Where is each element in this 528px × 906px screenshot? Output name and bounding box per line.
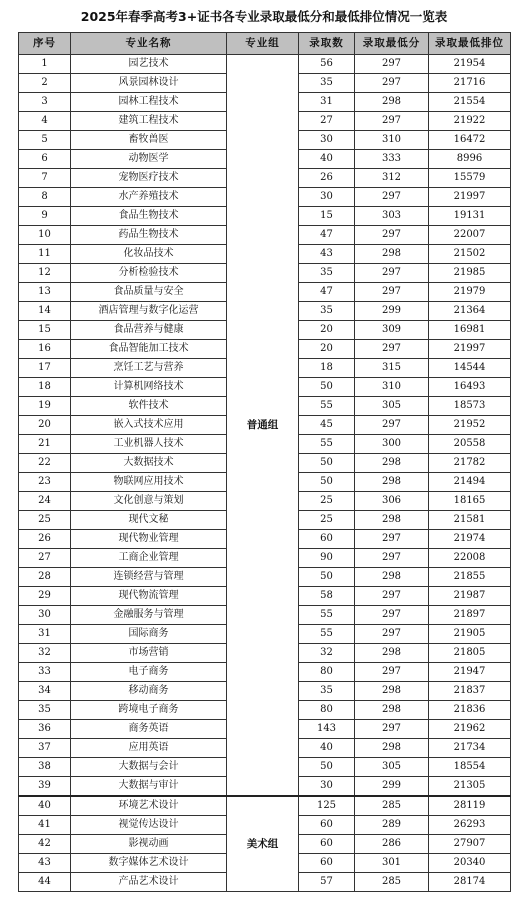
admitted-count: 50	[299, 454, 355, 473]
min-score: 306	[355, 492, 429, 511]
min-rank: 21494	[429, 473, 511, 492]
min-score: 298	[355, 245, 429, 264]
major-name: 物联网应用技术	[71, 473, 227, 492]
admitted-count: 27	[299, 112, 355, 131]
major-name: 计算机网络技术	[71, 378, 227, 397]
major-name: 视觉传达设计	[71, 816, 227, 835]
major-name: 大数据与审计	[71, 777, 227, 797]
min-score: 297	[355, 74, 429, 93]
major-name: 烹饪工艺与营养	[71, 359, 227, 378]
min-rank: 8996	[429, 150, 511, 169]
major-name: 园林工程技术	[71, 93, 227, 112]
min-score: 298	[355, 701, 429, 720]
min-score: 333	[355, 150, 429, 169]
min-rank: 16493	[429, 378, 511, 397]
admitted-count: 43	[299, 245, 355, 264]
major-name: 跨境电子商务	[71, 701, 227, 720]
row-index: 23	[19, 473, 71, 492]
admitted-count: 35	[299, 302, 355, 321]
row-index: 44	[19, 873, 71, 892]
admitted-count: 80	[299, 663, 355, 682]
min-rank: 21364	[429, 302, 511, 321]
min-score: 298	[355, 644, 429, 663]
major-name: 影视动画	[71, 835, 227, 854]
major-name: 应用英语	[71, 739, 227, 758]
min-rank: 18573	[429, 397, 511, 416]
row-index: 7	[19, 169, 71, 188]
min-score: 297	[355, 188, 429, 207]
row-index: 31	[19, 625, 71, 644]
major-name: 酒店管理与数字化运营	[71, 302, 227, 321]
row-index: 9	[19, 207, 71, 226]
min-rank: 15579	[429, 169, 511, 188]
min-rank: 21987	[429, 587, 511, 606]
row-index: 28	[19, 568, 71, 587]
major-name: 食品营养与健康	[71, 321, 227, 340]
major-name: 电子商务	[71, 663, 227, 682]
header-major-group: 专业组	[227, 33, 299, 55]
admitted-count: 35	[299, 682, 355, 701]
table-row	[19, 55, 511, 74]
major-name: 文化创意与策划	[71, 492, 227, 511]
major-name: 数字媒体艺术设计	[71, 854, 227, 873]
major-name: 市场营销	[71, 644, 227, 663]
min-rank: 21962	[429, 720, 511, 739]
min-rank: 21952	[429, 416, 511, 435]
row-index: 33	[19, 663, 71, 682]
admitted-count: 35	[299, 264, 355, 283]
admitted-count: 30	[299, 131, 355, 150]
admitted-count: 35	[299, 74, 355, 93]
admitted-count: 80	[299, 701, 355, 720]
min-rank: 22008	[429, 549, 511, 568]
min-score: 297	[355, 340, 429, 359]
admitted-count: 50	[299, 568, 355, 587]
min-rank: 28119	[429, 796, 511, 816]
min-rank: 21782	[429, 454, 511, 473]
min-rank: 21897	[429, 606, 511, 625]
major-name: 连锁经营与管理	[71, 568, 227, 587]
admitted-count: 15	[299, 207, 355, 226]
admitted-count: 60	[299, 835, 355, 854]
min-rank: 21997	[429, 340, 511, 359]
min-score: 285	[355, 873, 429, 892]
min-score: 297	[355, 587, 429, 606]
min-score: 286	[355, 835, 429, 854]
min-score: 297	[355, 283, 429, 302]
admitted-count: 47	[299, 226, 355, 245]
row-index: 10	[19, 226, 71, 245]
min-score: 298	[355, 454, 429, 473]
major-name: 工商企业管理	[71, 549, 227, 568]
row-index: 29	[19, 587, 71, 606]
min-score: 298	[355, 682, 429, 701]
min-rank: 21985	[429, 264, 511, 283]
min-rank: 21836	[429, 701, 511, 720]
admitted-count: 60	[299, 530, 355, 549]
row-index: 39	[19, 777, 71, 797]
admitted-count: 56	[299, 55, 355, 74]
header-admitted-count: 录取数	[299, 33, 355, 55]
major-name: 金融服务与管理	[71, 606, 227, 625]
min-score: 310	[355, 131, 429, 150]
min-score: 297	[355, 55, 429, 74]
major-name: 环境艺术设计	[71, 796, 227, 816]
min-score: 297	[355, 112, 429, 131]
min-score: 298	[355, 568, 429, 587]
major-name: 现代文秘	[71, 511, 227, 530]
min-score: 297	[355, 663, 429, 682]
min-score: 297	[355, 625, 429, 644]
row-index: 35	[19, 701, 71, 720]
min-score: 299	[355, 777, 429, 797]
admitted-count: 60	[299, 816, 355, 835]
min-score: 300	[355, 435, 429, 454]
major-name: 工业机器人技术	[71, 435, 227, 454]
admitted-count: 45	[299, 416, 355, 435]
admitted-count: 50	[299, 473, 355, 492]
row-index: 12	[19, 264, 71, 283]
row-index: 22	[19, 454, 71, 473]
min-rank: 21905	[429, 625, 511, 644]
min-score: 298	[355, 93, 429, 112]
admitted-count: 18	[299, 359, 355, 378]
min-rank: 21974	[429, 530, 511, 549]
min-score: 315	[355, 359, 429, 378]
min-score: 310	[355, 378, 429, 397]
min-rank: 21837	[429, 682, 511, 701]
min-rank: 14544	[429, 359, 511, 378]
major-name: 食品质量与安全	[71, 283, 227, 302]
row-index: 20	[19, 416, 71, 435]
min-rank: 21581	[429, 511, 511, 530]
major-name: 大数据与会计	[71, 758, 227, 777]
min-score: 289	[355, 816, 429, 835]
table-header-row	[19, 33, 511, 55]
major-name: 水产养殖技术	[71, 188, 227, 207]
admitted-count: 20	[299, 340, 355, 359]
major-group: 普通组	[227, 55, 299, 797]
row-index: 21	[19, 435, 71, 454]
min-rank: 16981	[429, 321, 511, 340]
min-score: 297	[355, 264, 429, 283]
row-index: 43	[19, 854, 71, 873]
major-name: 食品生物技术	[71, 207, 227, 226]
min-rank: 18554	[429, 758, 511, 777]
admitted-count: 50	[299, 378, 355, 397]
row-index: 4	[19, 112, 71, 131]
row-index: 11	[19, 245, 71, 264]
row-index: 6	[19, 150, 71, 169]
min-rank: 20558	[429, 435, 511, 454]
row-index: 3	[19, 93, 71, 112]
min-score: 298	[355, 739, 429, 758]
admitted-count: 40	[299, 150, 355, 169]
row-index: 1	[19, 55, 71, 74]
admitted-count: 30	[299, 188, 355, 207]
table-body	[19, 55, 511, 892]
major-name: 产品艺术设计	[71, 873, 227, 892]
major-name: 移动商务	[71, 682, 227, 701]
row-index: 42	[19, 835, 71, 854]
row-index: 40	[19, 796, 71, 816]
major-name: 软件技术	[71, 397, 227, 416]
table-row	[19, 796, 511, 816]
row-index: 2	[19, 74, 71, 93]
min-score: 301	[355, 854, 429, 873]
row-index: 19	[19, 397, 71, 416]
min-rank: 21805	[429, 644, 511, 663]
min-rank: 21502	[429, 245, 511, 264]
min-rank: 22007	[429, 226, 511, 245]
admitted-count: 58	[299, 587, 355, 606]
row-index: 41	[19, 816, 71, 835]
admission-table	[18, 32, 511, 892]
min-score: 297	[355, 720, 429, 739]
major-name: 商务英语	[71, 720, 227, 739]
min-rank: 21922	[429, 112, 511, 131]
min-rank: 20340	[429, 854, 511, 873]
min-score: 303	[355, 207, 429, 226]
major-name: 风景园林设计	[71, 74, 227, 93]
major-name: 国际商务	[71, 625, 227, 644]
admitted-count: 40	[299, 739, 355, 758]
admitted-count: 32	[299, 644, 355, 663]
min-rank: 21855	[429, 568, 511, 587]
admitted-count: 55	[299, 397, 355, 416]
row-index: 15	[19, 321, 71, 340]
admitted-count: 20	[299, 321, 355, 340]
min-score: 298	[355, 511, 429, 530]
admitted-count: 30	[299, 777, 355, 797]
admitted-count: 57	[299, 873, 355, 892]
min-rank: 21716	[429, 74, 511, 93]
major-name: 嵌入式技术应用	[71, 416, 227, 435]
min-score: 297	[355, 530, 429, 549]
major-name: 宠物医疗技术	[71, 169, 227, 188]
admitted-count: 55	[299, 625, 355, 644]
header-min-rank: 录取最低排位	[429, 33, 511, 55]
major-name: 大数据技术	[71, 454, 227, 473]
min-rank: 21997	[429, 188, 511, 207]
min-rank: 27907	[429, 835, 511, 854]
major-name: 化妆品技术	[71, 245, 227, 264]
min-rank: 21305	[429, 777, 511, 797]
major-name: 现代物业管理	[71, 530, 227, 549]
row-index: 14	[19, 302, 71, 321]
major-name: 畜牧兽医	[71, 131, 227, 150]
min-rank: 21947	[429, 663, 511, 682]
major-name: 动物医学	[71, 150, 227, 169]
min-score: 309	[355, 321, 429, 340]
min-rank: 21734	[429, 739, 511, 758]
major-name: 药品生物技术	[71, 226, 227, 245]
row-index: 25	[19, 511, 71, 530]
row-index: 24	[19, 492, 71, 511]
row-index: 5	[19, 131, 71, 150]
min-score: 312	[355, 169, 429, 188]
admitted-count: 50	[299, 758, 355, 777]
min-rank: 18165	[429, 492, 511, 511]
admitted-count: 90	[299, 549, 355, 568]
min-rank: 21954	[429, 55, 511, 74]
min-score: 298	[355, 473, 429, 492]
min-score: 297	[355, 416, 429, 435]
row-index: 8	[19, 188, 71, 207]
major-name: 建筑工程技术	[71, 112, 227, 131]
min-score: 305	[355, 397, 429, 416]
min-score: 305	[355, 758, 429, 777]
row-index: 18	[19, 378, 71, 397]
major-name: 食品智能加工技术	[71, 340, 227, 359]
min-score: 297	[355, 606, 429, 625]
major-name: 分析检验技术	[71, 264, 227, 283]
row-index: 34	[19, 682, 71, 701]
row-index: 17	[19, 359, 71, 378]
min-rank: 16472	[429, 131, 511, 150]
min-rank: 21554	[429, 93, 511, 112]
admitted-count: 26	[299, 169, 355, 188]
min-score: 285	[355, 796, 429, 816]
min-rank: 21979	[429, 283, 511, 302]
row-index: 37	[19, 739, 71, 758]
admitted-count: 125	[299, 796, 355, 816]
row-index: 30	[19, 606, 71, 625]
major-name: 现代物流管理	[71, 587, 227, 606]
min-rank: 19131	[429, 207, 511, 226]
row-index: 32	[19, 644, 71, 663]
row-index: 26	[19, 530, 71, 549]
admitted-count: 31	[299, 93, 355, 112]
header-index: 序号	[19, 33, 71, 55]
min-rank: 26293	[429, 816, 511, 835]
min-score: 297	[355, 226, 429, 245]
row-index: 16	[19, 340, 71, 359]
row-index: 13	[19, 283, 71, 302]
admitted-count: 143	[299, 720, 355, 739]
admitted-count: 47	[299, 283, 355, 302]
row-index: 38	[19, 758, 71, 777]
admitted-count: 60	[299, 854, 355, 873]
min-score: 297	[355, 549, 429, 568]
min-score: 299	[355, 302, 429, 321]
document-title: 2025年春季高考3+证书各专业录取最低分和最低排位情况一览表	[80, 9, 448, 24]
admitted-count: 55	[299, 606, 355, 625]
major-name: 园艺技术	[71, 55, 227, 74]
row-index: 27	[19, 549, 71, 568]
header-major-name: 专业名称	[71, 33, 227, 55]
admitted-count: 25	[299, 492, 355, 511]
admitted-count: 25	[299, 511, 355, 530]
major-group: 美术组	[227, 796, 299, 892]
header-min-score: 录取最低分	[355, 33, 429, 55]
row-index: 36	[19, 720, 71, 739]
min-rank: 28174	[429, 873, 511, 892]
admitted-count: 55	[299, 435, 355, 454]
